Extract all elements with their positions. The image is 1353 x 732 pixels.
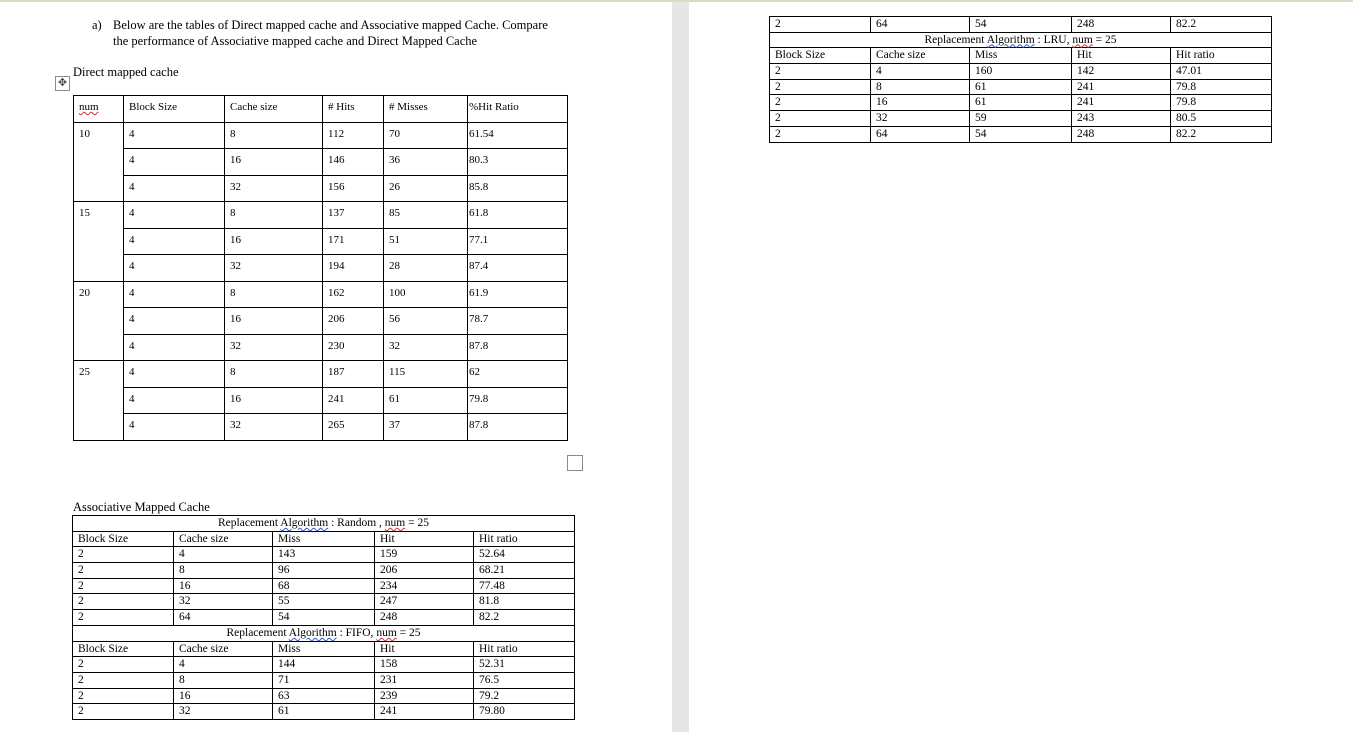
column-header: Cache size [174,641,273,657]
table-cell: 265 [323,414,384,441]
table-cell: 70 [384,122,468,149]
table-row [74,122,568,149]
table-cell: 159 [375,547,474,563]
associative-title: Associative Mapped Cache [73,500,210,514]
table-cell: 51 [384,228,468,255]
table-move-handle-icon[interactable]: ✥ [55,76,70,91]
table-cell: 143 [273,547,375,563]
table-row [74,228,568,255]
table-cell: 85 [384,202,468,229]
column-header: %Hit Ratio [468,96,568,123]
table-row [74,255,568,282]
table-cell: 71 [273,672,375,688]
table-row [74,175,568,202]
table-row [73,610,575,626]
lru-caption-row [770,32,1272,48]
column-header: Hit ratio [474,641,575,657]
table-cell: 2 [73,688,174,704]
column-header: Miss [273,531,375,547]
table-cell: 79.8 [1171,95,1272,111]
table-cell: 241 [1072,95,1171,111]
table-cell: 4 [174,547,273,563]
num-cell: 15 [74,202,124,282]
table-cell: 61.8 [468,202,568,229]
table-cell: 4 [174,657,273,673]
table-cell: 2 [73,547,174,563]
column-header: Block Size [73,641,174,657]
table-cell: 187 [323,361,384,388]
table-cell: 79.2 [474,688,575,704]
table-row [73,578,575,594]
table-cell: 2 [73,578,174,594]
table-cell: 241 [375,704,474,720]
document-page-2[interactable] [689,2,1353,732]
column-header: Hit [375,531,474,547]
table-cell: 54 [970,17,1072,33]
table-row [74,361,568,388]
table-row [73,672,575,688]
table-cell: 26 [384,175,468,202]
table-cell: 2 [73,672,174,688]
table-cell: 4 [124,122,225,149]
table-row [73,688,575,704]
table-cell: 16 [174,578,273,594]
table-cell: 137 [323,202,384,229]
table-cell: 194 [323,255,384,282]
table-row [74,334,568,361]
table-cell: 4 [124,255,225,282]
table-resize-handle[interactable] [567,455,583,471]
column-header: # Misses [384,96,468,123]
table-cell: 2 [770,111,871,127]
table-cell: 2 [770,95,871,111]
table-cell: 79.8 [468,387,568,414]
direct-mapped-table [73,95,568,441]
caption-text: = 25 [1092,33,1117,46]
column-header: Miss [273,641,375,657]
caption-text: Replacement [218,517,281,529]
table-cell: 4 [124,414,225,441]
table-row [74,202,568,229]
table-cell: 4 [124,361,225,388]
fifo-caption-row [73,625,575,641]
table-cell: 2 [73,563,174,579]
direct-mapped-title: Direct mapped cache [73,65,179,79]
table-cell: 248 [375,610,474,626]
table-cell: 64 [174,610,273,626]
table-row [770,126,1272,142]
table-cell: 206 [375,563,474,579]
table-header-row [770,48,1272,64]
column-header: Miss [970,48,1072,64]
table-cell: 82.2 [1171,126,1272,142]
table-cell: 62 [468,361,568,388]
table-cell: 16 [871,95,970,111]
table-cell: 8 [174,672,273,688]
table-cell: 4 [124,387,225,414]
table-cell: 32 [871,111,970,127]
caption-num: num [1072,33,1093,46]
table-row [74,387,568,414]
table-cell: 56 [384,308,468,335]
table-cell: 8 [225,361,323,388]
table-cell: 63 [273,688,375,704]
table-cell: 4 [871,64,970,80]
table-cell: 146 [323,149,384,176]
table-cell: 248 [1072,17,1171,33]
table-header-row [73,531,575,547]
table-row [73,594,575,610]
table-row [74,308,568,335]
table-cell: 37 [384,414,468,441]
lru-caption-row-cell [770,32,1272,48]
caption-algorithm: Algorithm [288,626,337,639]
table-cell: 54 [970,126,1072,142]
table-cell: 112 [323,122,384,149]
num-cell: 20 [74,281,124,361]
table-cell: 87.8 [468,334,568,361]
table-cell: 4 [124,202,225,229]
column-header: Cache size [871,48,970,64]
caption-num: num [384,517,406,529]
table-row [74,414,568,441]
table-cell: 82.2 [474,610,575,626]
table-cell: 82.2 [1171,17,1272,33]
table-cell: 28 [384,255,468,282]
table-cell: 80.3 [468,149,568,176]
table-cell: 32 [174,594,273,610]
table-cell: 77.1 [468,228,568,255]
caption-text: = 25 [396,626,421,639]
table-row [74,149,568,176]
table-cell: 8 [225,122,323,149]
column-header: Block Size [770,48,871,64]
table-cell: 247 [375,594,474,610]
table-cell: 234 [375,578,474,594]
table-cell: 248 [1072,126,1171,142]
table-cell: 4 [124,308,225,335]
table-cell: 61.54 [468,122,568,149]
table-cell: 52.64 [474,547,575,563]
table-cell: 59 [970,111,1072,127]
table-row [73,563,575,579]
table-cell: 78.7 [468,308,568,335]
table-cell: 96 [273,563,375,579]
table-cell: 68 [273,578,375,594]
table-cell: 61 [970,95,1072,111]
table-cell: 32 [225,414,323,441]
document-page-1[interactable] [0,2,672,732]
table-cell: 32 [225,334,323,361]
associative-table [72,515,575,720]
table-cell: 61 [273,704,375,720]
table-cell: 241 [323,387,384,414]
random-caption-row-cell [73,516,575,532]
table-cell: 64 [871,17,970,33]
table-cell: 64 [871,126,970,142]
table-row [73,547,575,563]
table-cell: 171 [323,228,384,255]
table-cell: 80.5 [1171,111,1272,127]
table-header-row [74,96,568,123]
table-cell: 47.01 [1171,64,1272,80]
table-cell: 77.48 [474,578,575,594]
random-caption-row [73,516,575,532]
table-cell: 243 [1072,111,1171,127]
table-cell: 16 [225,228,323,255]
column-header-num: num [79,101,99,113]
table-cell: 241 [1072,79,1171,95]
table-cell: 158 [375,657,474,673]
caption-text: = 25 [405,517,429,529]
column-header: Hit [1072,48,1171,64]
table-cell: 32 [174,704,273,720]
table-row [73,657,575,673]
table-cell: 239 [375,688,474,704]
column-header: Hit ratio [474,531,575,547]
table-cell: 100 [384,281,468,308]
question-text [113,17,593,49]
column-header: Cache size [225,96,323,123]
table-cell: 2 [73,594,174,610]
table-cell: 115 [384,361,468,388]
table-cell: 61 [384,387,468,414]
table-cell: 4 [124,149,225,176]
table-cell: 2 [770,126,871,142]
table-cell: 2 [770,17,871,33]
table-cell: 160 [970,64,1072,80]
table-cell: 2 [73,657,174,673]
table-cell: 142 [1072,64,1171,80]
table-row [74,281,568,308]
column-header: Cache size [174,531,273,547]
table-cell: 8 [225,202,323,229]
num-cell: 25 [74,361,124,441]
table-row [770,64,1272,80]
table-cell: 8 [871,79,970,95]
table-cell: 2 [73,610,174,626]
num-cell: 10 [74,122,124,202]
lru-table [769,16,1272,143]
table-cell: 16 [225,308,323,335]
caption-text: : Random , [328,517,385,529]
table-cell: 54 [273,610,375,626]
fifo-continued-row [770,17,1272,33]
fifo-caption-row-cell [73,625,575,641]
caption-text: Replacement [924,33,987,46]
table-cell: 231 [375,672,474,688]
table-cell: 4 [124,228,225,255]
table-cell: 32 [384,334,468,361]
table-row [770,95,1272,111]
table-cell: 61 [970,79,1072,95]
table-cell: 81.8 [474,594,575,610]
table-cell: 4 [124,281,225,308]
caption-algorithm: Algorithm [280,517,329,529]
question-text-line1: Below are the tables of Direct mapped cache and Associative mapped Cache. Compare [113,18,548,32]
table-cell: 32 [225,175,323,202]
question-text-line2: the performance of Associative mapped cache and Direct Mapped Cache [113,34,478,48]
table-cell: 16 [225,149,323,176]
table-cell: 85.8 [468,175,568,202]
table-cell: 156 [323,175,384,202]
question-label: a) [92,18,102,32]
table-row [73,704,575,720]
table-cell: 16 [225,387,323,414]
table-cell: 4 [124,334,225,361]
column-header: Block Size [73,531,174,547]
table-cell: 61.9 [468,281,568,308]
caption-text: : FIFO, [336,626,377,639]
column-header [74,96,124,123]
table-cell: 55 [273,594,375,610]
table-cell: 52.31 [474,657,575,673]
table-cell: 68.21 [474,563,575,579]
table-cell: 162 [323,281,384,308]
table-cell: 79.80 [474,704,575,720]
table-cell: 76.5 [474,672,575,688]
table-cell: 144 [273,657,375,673]
table-cell: 230 [323,334,384,361]
table-row [770,79,1272,95]
table-cell: 2 [770,64,871,80]
column-header: Hit [375,641,474,657]
table-cell: 2 [770,79,871,95]
table-cell: 16 [174,688,273,704]
column-header: Block Size [124,96,225,123]
table-cell: 4 [124,175,225,202]
table-header-row [73,641,575,657]
caption-num: num [376,626,397,639]
column-header: Hit ratio [1171,48,1272,64]
table-cell: 36 [384,149,468,176]
table-row [770,111,1272,127]
column-header: # Hits [323,96,384,123]
table-cell: 87.4 [468,255,568,282]
table-cell: 79.8 [1171,79,1272,95]
caption-text: Replacement [226,626,289,639]
table-cell: 206 [323,308,384,335]
table-cell: 32 [225,255,323,282]
caption-algorithm: Algorithm [986,33,1035,46]
table-cell: 8 [225,281,323,308]
table-cell: 2 [73,704,174,720]
caption-text: : LRU, [1034,33,1073,46]
table-cell: 87.8 [468,414,568,441]
table-cell: 8 [174,563,273,579]
